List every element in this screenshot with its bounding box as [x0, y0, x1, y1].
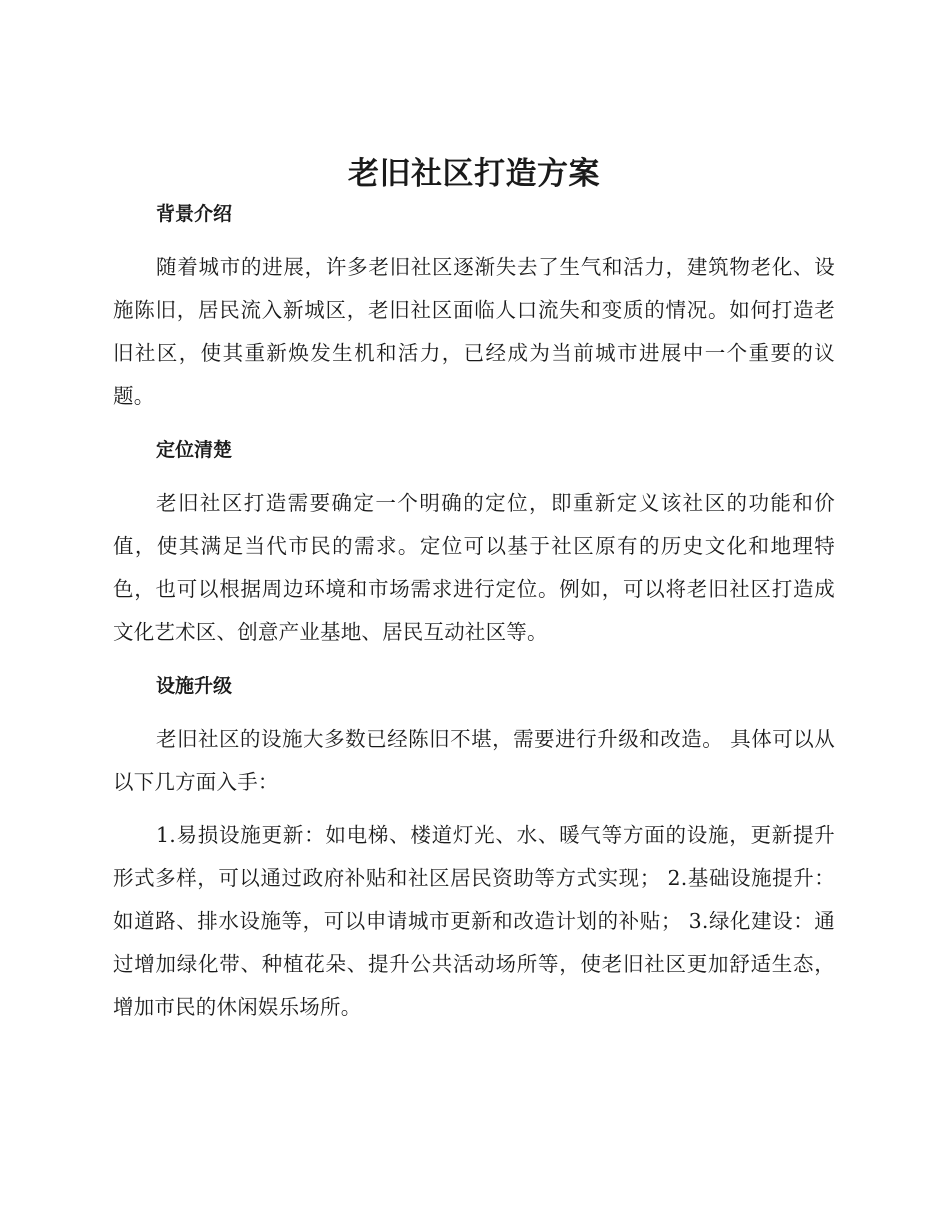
- section-heading: 定位清楚: [156, 439, 233, 461]
- paragraph: 1.易损设施更新：如电梯、楼道灯光、水、暖气等方面的设施，更新提升形式多样，可以通过政府补贴和社区居民资助等方式实现； 2.基础设施提升：如道路、排水设施等，可以申请城市更新和改造计划的补贴； 3.绿化建设：通过增加绿化带、种植花朵、提升公共活动场所等，使老旧社区更加舒适生态，增加市民的休闲娱乐场所。: [113, 823, 835, 1019]
- section-heading: 设施升级: [156, 675, 233, 697]
- section-facilities: [113, 672, 835, 1029]
- paragraph: 老旧社区打造需要确定一个明确的定位，即重新定义该社区的功能和价值，使其满足当代市民的需求。定位可以基于社区原有的历史文化和地理特色，也可以根据周边环境和市场需求进行定位。例如，可以将老旧社区打造成文化艺术区、创意产业基地、居民互动社区等。: [113, 491, 835, 644]
- section-positioning: [113, 436, 835, 672]
- paragraph: 老旧社区的设施大多数已经陈旧不堪，需要进行升级和改造。 具体可以从以下几方面入手：: [113, 727, 835, 794]
- document-title: 老旧社区打造方案: [348, 156, 600, 192]
- section-background: [113, 200, 835, 436]
- section-heading: 背景介绍: [156, 203, 233, 225]
- paragraph: 随着城市的进展，许多老旧社区逐渐失去了生气和活力，建筑物老化、设施陈旧，居民流入新城区，老旧社区面临人口流失和变质的情况。如何打造老旧社区，使其重新焕发生机和活力，已经成为当前城市进展中一个重要的议题。: [113, 255, 835, 408]
- document-page: [113, 152, 835, 1029]
